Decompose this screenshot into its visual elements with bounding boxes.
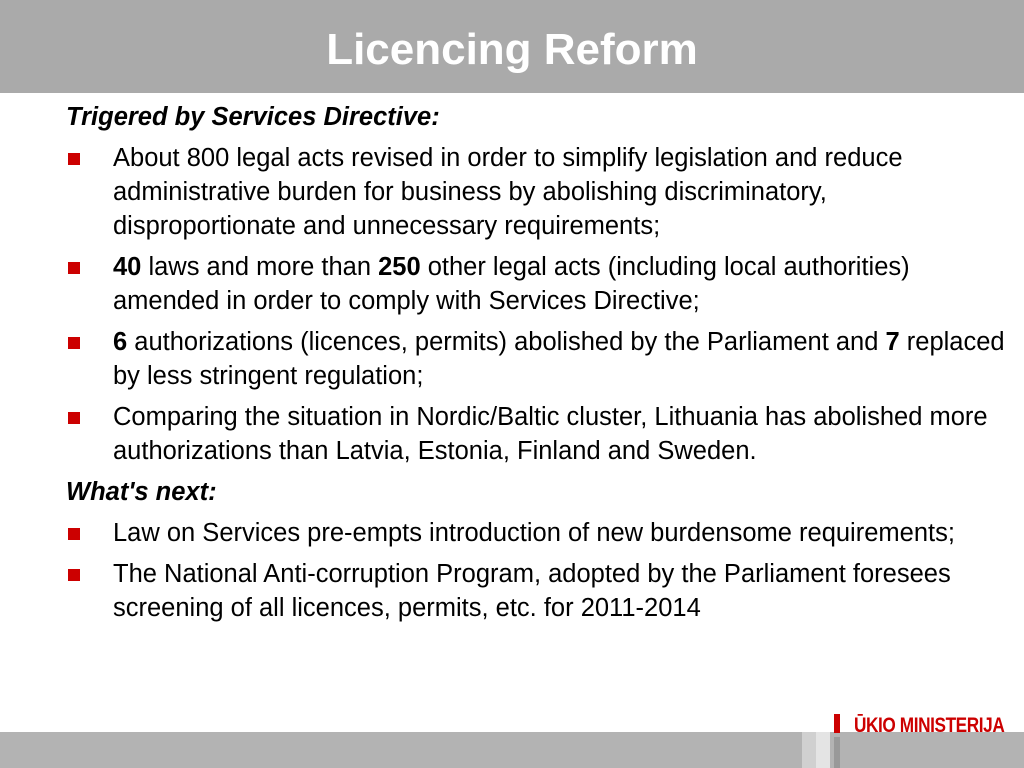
- bullet-item: [66, 400, 1016, 468]
- bullet-text-part: other legal acts (including local authorities) amended in order to comply with Services Directive;: [113, 253, 910, 315]
- footer-decoration: [802, 732, 832, 768]
- logo-mark-red: [834, 714, 840, 733]
- bullet-item: [66, 250, 1016, 318]
- bullet-text: [113, 328, 1005, 390]
- slide-content: [66, 100, 1016, 632]
- logo-mark-grey: [834, 737, 840, 768]
- bullet-list: [66, 141, 1016, 468]
- bullet-text-bold: 6: [113, 328, 128, 356]
- bullet-text-part: About 800 legal acts revised in order to simplify legislation and reduce administrative burden for business by abolishing discriminatory, disproportionate and unnecessary requirements;: [113, 144, 903, 240]
- footer-square-dark: [802, 732, 816, 768]
- title-bar: [0, 0, 1024, 93]
- square-bullet-icon: [68, 528, 80, 540]
- slide-title: Licencing Reform: [326, 25, 698, 74]
- bullet-text-part: laws and more than: [141, 253, 379, 281]
- bullet-text: [113, 519, 955, 547]
- bullet-text: [113, 403, 988, 465]
- bullet-text-bold: 7: [885, 328, 900, 356]
- bullet-item: [66, 516, 1016, 550]
- bullet-text-part: Law on Services pre-empts introduction of new burdensome requirements;: [113, 519, 955, 547]
- bullet-text-bold: 250: [378, 253, 421, 281]
- bullet-item: [66, 557, 1016, 625]
- square-bullet-icon: [68, 262, 80, 274]
- bullet-text-part: The National Anti-corruption Program, adopted by the Parliament foresees screening of all licences, permits, etc. for 2011-2014: [113, 560, 951, 622]
- footer-square-light: [816, 732, 830, 768]
- logo-text: ŪKIO MINISTERIJA: [854, 714, 1005, 737]
- bullet-text-part: replaced by less stringent regulation;: [113, 328, 1005, 390]
- square-bullet-icon: [68, 412, 80, 424]
- bullet-item: [66, 325, 1016, 393]
- section-heading: Trigered by Services Directive:: [66, 103, 440, 131]
- ministry-logo: [834, 712, 1014, 768]
- bullet-text: [113, 560, 951, 622]
- bullet-text: [113, 253, 910, 315]
- square-bullet-icon: [68, 337, 80, 349]
- bullet-text-part: Comparing the situation in Nordic/Baltic cluster, Lithuania has abolished more authorizations than Latvia, Estonia, Finland and Sweden.: [113, 403, 988, 465]
- bullet-text-part: authorizations (licences, permits) abolished by the Parliament and: [127, 328, 886, 356]
- square-bullet-icon: [68, 153, 80, 165]
- bullet-list: [66, 516, 1016, 625]
- square-bullet-icon: [68, 569, 80, 581]
- section-heading: What's next:: [66, 478, 217, 506]
- bullet-text: [113, 144, 903, 240]
- bullet-item: [66, 141, 1016, 243]
- bullet-text-bold: 40: [113, 253, 142, 281]
